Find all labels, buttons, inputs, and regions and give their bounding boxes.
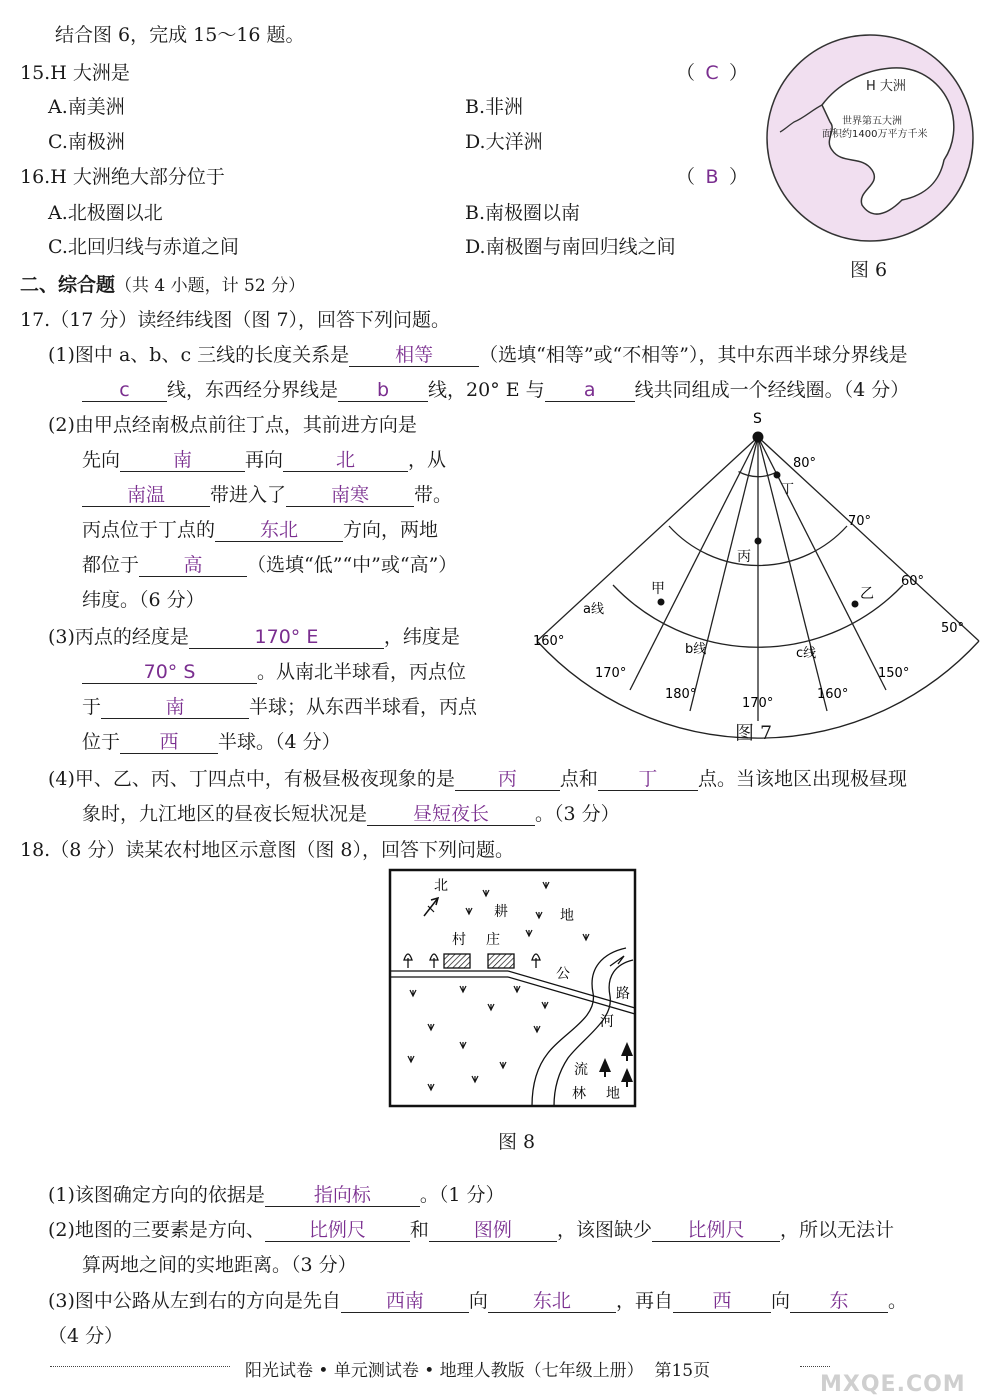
q17-p2-blank4: 南寒 [286,484,414,507]
fig8-farmland-char2: 地 [560,908,574,924]
fig6-caption: 图 6 [850,259,888,281]
fig6-text1: 世界第五大洲 [842,116,902,127]
q18-p3-blank1: 西南 [341,1290,469,1313]
fig7-meridian-140e [758,437,979,641]
fig8-north-label: 北 [434,878,448,894]
q18-p2-line2: 算两地之间的实地距离。（3 分） [82,1254,357,1276]
fig7-line-label-b: b线 [685,642,707,657]
q17-p2-blank2: 北 [283,449,408,472]
q17-p3-line2: 70° S 。从南北半球看，丙点位 [82,657,466,684]
q18-p3-line2: （4 分） [48,1325,124,1347]
q17-p1-line2: c 线，东西经分界线是 b 线，20° E 与 a 线共同组成一个经线圈。（4 分） [82,375,909,402]
fig7-lon-label-180: 180° [665,687,697,702]
q17-p3-blank2: 70° S [82,661,257,684]
q17-stem: 17.（17 分）读经纬线图（图 7），回答下列问题。 [20,309,451,331]
q17-p2-blank3: 南温 [82,484,210,507]
fig7-lat-label-70: 70° [848,514,872,529]
q16-answer: B [705,166,719,188]
fig8-forest-char2: 地 [606,1086,620,1102]
q18-stem: 18.（8 分）读某农村地区示意图（图 8），回答下列问题。 [20,839,514,861]
section2-heading [20,270,305,297]
q17-p1-blank2: c [82,379,167,402]
q17-p4-blank3: 昼短夜长 [367,803,535,826]
fig8-forest-char1: 林 [572,1086,586,1102]
q17-p3-line4: 位于 西 半球。（4 分） [82,731,341,753]
q15-answer: C [705,62,719,84]
q17-p2-line2: 先向 南 再向 北 ，从 [82,449,447,471]
q17-p2-blank5: 东北 [215,519,343,542]
q17-p1-blank4: a [545,379,635,402]
q17-p3-blank1: 170° E [189,626,384,649]
fig7-point-bing [755,538,762,545]
fig7-line-label-a: a线 [583,602,604,617]
fig7-pole-label: S [753,411,762,427]
fig8-village-map [388,868,638,1108]
q15-stem: 15.H 大洲是 [20,62,130,84]
q18-p2-blank2: 图例 [429,1219,557,1242]
fig8-road-char2: 路 [616,986,630,1002]
q18-p1-blank1: 指向标 [265,1184,420,1207]
intro-text: 结合图 6，完成 15～16 题。 [55,24,305,46]
q16-option-c: C.北回归线与赤道之间 [48,236,239,258]
q17-p1-blank3: b [338,379,428,402]
q18-p2-blank3: 比例尺 [652,1219,780,1242]
fig7-lat-label-60: 60° [901,574,925,589]
fig7-graticule-diagram [525,405,985,745]
footer-page-number: 第15页 [654,1361,711,1381]
q17-p2-line4: 丙点位于丁点的 东北 方向，两地 [82,519,439,541]
q17-p2-line3: 南温 带进入了 南寒 带。 [82,480,452,507]
fig7-label-jia: 甲 [651,581,665,597]
footer-dots-left [50,1366,230,1367]
q17-p1-blank1: 相等 [349,344,479,367]
q16-answer-slot: （ B ） [676,166,749,188]
fig8-village-char2: 庄 [486,932,500,948]
section2-title: 二、综合题 [20,274,116,296]
q15-option-a: A.南美洲 [48,96,125,118]
q17-p1-line1: (1)图中 a、b、c 三线的长度关系是 相等 （选填“相等”或“不相等”），其中东西半球分界线是 [48,344,908,366]
fig7-point-ding [774,472,781,479]
q17-p2-line1: (2)由甲点经南极点前往丁点，其前进方向是 [48,414,417,436]
q18-p3-line1: (3)图中公路从左到右的方向是先自 西南 向 东北 ，再自 西 向 东 。 [48,1290,907,1312]
q17-p4-line1: (4)甲、乙、丙、丁四点中，有极昼极夜现象的是 丙 点和 丁 点。当该地区出现极昼现 [48,768,907,790]
q18-p3-blank3: 西 [673,1290,771,1313]
q17-p2-blank6: 高 [139,554,247,577]
section2-note: （共 4 小题，计 52 分） [115,276,306,296]
fig8-frame [390,870,635,1106]
q17-p3-line1: (3)丙点的经度是 170° E ，纬度是 [48,626,460,648]
fig7-lon-label-150e: 150° [878,666,910,681]
q17-p3-blank4: 西 [120,731,218,754]
fig8-house1 [444,954,470,968]
q18-p3-blank2: 东北 [488,1290,616,1313]
fig7-line-label-c: c线 [796,646,817,661]
q16-option-d: D.南极圈与南回归线之间 [465,236,676,258]
fig7-point-yi [852,601,859,608]
q15-option-b: B.非洲 [465,96,524,118]
fig7-lat-label-80: 80° [793,456,817,471]
q17-p3-blank3: 南 [101,696,249,719]
q15-option-c: C.南极洲 [48,131,125,153]
fig7-pole-dot [753,432,764,443]
fig7-caption: 图 7 [735,722,773,744]
fig7-lat-label-50: 50° [941,621,965,636]
fig8-house2 [488,954,514,968]
q15-answer-slot: （ C ） [676,62,749,84]
fig8-river2-char: 流 [574,1062,588,1078]
q18-p3-blank4: 东 [790,1290,888,1313]
q18-p2-line1: (2)地图的三要素是方向、 比例尺 和 图例 ，该图缺少 比例尺 ，所以无法计 [48,1219,894,1241]
q17-p2-line5: 都位于 高 （选填“低”“中”或“高”） [82,554,458,576]
q18-p2-blank1: 比例尺 [265,1219,410,1242]
fig8-caption: 图 8 [498,1131,536,1153]
fig7-label-yi: 乙 [860,586,874,602]
footer-text: 阳光试卷 • 单元测试卷 • 地理人教版（七年级上册） 第15页 [245,1361,711,1381]
fig6-text2: 面积约1400万平方千米 [822,129,928,140]
fig7-label-ding: 丁 [781,482,795,497]
fig8-farmland-char1: 耕 [494,904,508,920]
fig7-lon-label-160e: 160° [817,687,849,702]
fig7-label-bing: 丙 [737,549,751,565]
q17-p3-line3: 于 南 半球；从东西半球看，丙点 [82,696,478,718]
q17-p4-line2: 象时，九江地区的昼夜长短状况是 昼短夜长 。（3 分） [82,803,620,825]
fig8-village-char1: 村 [452,932,466,948]
q18-p1-line: (1)该图确定方向的依据是 指向标 。（1 分） [48,1184,505,1206]
q16-option-a: A.北极圈以北 [48,202,163,224]
fig7-point-jia [658,599,665,606]
fig7-lon-label-170w: 170° [595,666,627,681]
q17-p4-blank2: 丁 [598,768,698,791]
fig8-road-char1: 公 [556,966,570,982]
q16-stem: 16.H 大洲绝大部分位于 [20,166,225,188]
fig8-river-char: 河 [600,1014,614,1030]
fig7-meridian-180 [690,437,758,711]
fig7-meridian-160w [537,437,758,641]
fig7-lon-label-160w: 160° [533,634,565,649]
q17-p2-line6: 纬度。（6 分） [82,589,205,611]
fig6-antarctica-map [762,30,982,250]
fig7-lon-label-170e: 170° [742,696,774,711]
q16-option-b: B.南极圈以南 [465,202,581,224]
fig7-meridian-160e [758,437,827,711]
fig6-label-h: H 大洲 [866,79,906,94]
q15-option-d: D.大洋洲 [465,131,543,153]
watermark-text: MXQE.COM [820,1372,966,1397]
q17-p2-blank1: 南 [120,449,245,472]
footer-dots-right [800,1366,830,1367]
q17-p4-blank1: 丙 [455,768,560,791]
